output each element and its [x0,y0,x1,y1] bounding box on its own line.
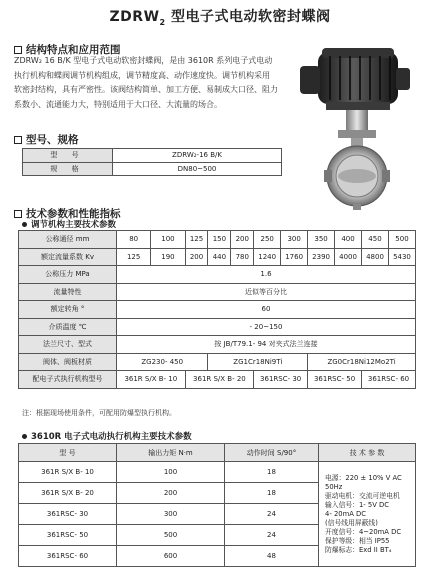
time-cell: 24 [225,504,319,525]
torque-cell: 300 [117,504,225,525]
table-cell: ZG1Cr18Ni9Ti [208,353,308,371]
table-cell: 按 JB/T79.1- 94 对夹式法兰连接 [117,336,416,354]
column-header: 输出力矩 N·m [117,444,225,462]
spec-line: 开度信号：4~20mA DC [325,527,402,536]
intro-line: ZDRW₂ 16 B/K 型电子式电动软密封蝶阀，是由 3610R 系列电子式电动 [14,56,273,65]
table-cell: 361R S/X B- 20 [185,371,254,389]
square-bullet-icon [14,136,22,144]
table-cell: 5430 [388,248,415,266]
row-label: 公称通径 mm [19,231,117,249]
table-cell: 2390 [308,248,335,266]
row-label: 阀体、阀板材质 [19,353,117,371]
torque-cell: 600 [117,546,225,567]
table-row [19,462,416,483]
regulating-params-heading: 调节机构主要技术参数 [22,218,116,230]
intro-line: 执行机构和蝶阀调节机构组成，调节精度高、动作速度快。调节机构采用 [14,70,270,80]
table-cell: 近似等百分比 [117,283,416,301]
butterfly-valve-image [290,38,430,210]
table-cell: 500 [388,231,415,249]
table-cell: 100 [151,231,185,249]
spec-value: DN80~500 [113,162,282,176]
spec-line: 4- 20mA DC [325,509,366,518]
time-cell: 24 [225,525,319,546]
intro-line: 软密封结构，具有严密性。该阀结构简单、加工方便、易制成大口径、阻力 [14,85,278,94]
model-spec-table [22,148,282,176]
table-cell: 350 [308,231,335,249]
column-header: 技 术 参 数 [319,444,416,462]
table-cell: 440 [208,248,231,266]
table-row [19,248,416,266]
table-row [19,353,416,371]
note-text: 注：根据现场使用条件，可配用防爆型执行机构。 [22,409,176,417]
table-cell: 361RSC- 30 [254,371,308,389]
model-cell: 361RSC- 50 [19,525,117,546]
square-bullet-icon [14,46,22,54]
table-cell: 60 [117,301,416,319]
table-cell: 200 [231,231,254,249]
table-row [19,266,416,284]
spec-line: 50Hz [325,482,343,491]
table-row [19,336,416,354]
table-cell: 1240 [254,248,281,266]
table-cell: 4000 [335,248,362,266]
table-cell: 250 [254,231,281,249]
model-label: 型 号 [23,149,113,163]
actuator-params-table [18,443,416,567]
table-cell: 361RSC- 60 [362,371,416,389]
table-cell: 1.6 [117,266,416,284]
spec-line: 电源：220 ± 10% V AC [325,473,402,482]
spec-line: 防爆标志：Exd II BT₄ [325,545,392,554]
table-cell: 80 [117,231,151,249]
row-label: 介质温度 ℃ [19,318,117,336]
table-cell: ZG230- 450 [117,353,208,371]
table-row [19,318,416,336]
table-cell: 200 [185,248,208,266]
time-cell: 18 [225,483,319,504]
model-cell: 361RSC- 30 [19,504,117,525]
table-cell: ZG0Cr18Ni12Mo2Ti [308,353,416,371]
model-value: ZDRW₂-16 B/K [113,149,282,163]
table-cell: 125 [117,248,151,266]
bullet-dot-icon [22,434,27,439]
square-bullet-icon [14,210,22,218]
table-header-row [19,444,416,462]
row-label: 额定转角 ° [19,301,117,319]
table-cell: - 20~150 [117,318,416,336]
table-cell: 190 [151,248,185,266]
table-cell: 4800 [362,248,389,266]
section-tech-heading: 技术参数和性能指标 [14,206,121,221]
model-cell: 361R S/X B- 20 [19,483,117,504]
bullet-dot-icon [22,222,27,227]
table-cell: 300 [281,231,308,249]
row-label: 额定流量系数 Kv [19,248,117,266]
row-label: 公称压力 MPa [19,266,117,284]
table-row [19,371,416,389]
row-label: 法兰尺寸、型式 [19,336,117,354]
intro-line: 系数小、流通能力大，特别适用于大口径、大流量的场合。 [14,99,222,109]
page-title: $ZDRW_2$ 型电子式电动软密封蝶阀 [109,9,331,27]
time-cell: 18 [225,462,319,483]
table-cell: 1760 [281,248,308,266]
time-cell: 48 [225,546,319,567]
model-cell: 361R S/X B- 10 [19,462,117,483]
table-cell: 400 [335,231,362,249]
actuator-params-heading: 3610R 电子式电动执行机构主要技术参数 [22,430,192,442]
table-row [19,283,416,301]
torque-cell: 500 [117,525,225,546]
tech-specs-cell [319,462,416,567]
spec-line: 输入信号：1- 5V DC [325,500,390,509]
table-cell: 361RSC- 50 [308,371,362,389]
table-cell: 450 [362,231,389,249]
column-header: 动作时间 S/90° [225,444,319,462]
model-cell: 361RSC- 60 [19,546,117,567]
spec-label: 规 格 [23,162,113,176]
spec-line: 保护等级：相当 IP55 [325,536,390,545]
torque-cell: 100 [117,462,225,483]
spec-line: (信号线用屏蔽线) [325,518,378,527]
regulating-params-table [18,230,416,389]
section-structure-heading: 结构特点和应用范围 [14,42,121,57]
table-cell: 150 [208,231,231,249]
torque-cell: 200 [117,483,225,504]
table-row [23,149,282,163]
table-cell: 125 [185,231,208,249]
table-cell: 361R S/X B- 10 [117,371,186,389]
table-row [19,301,416,319]
spec-line: 驱动电机：交流可逆电机 [325,491,400,500]
row-label: 配电子式执行机构型号 [19,371,117,389]
table-row [19,231,416,249]
table-row [23,162,282,176]
table-cell: 780 [231,248,254,266]
section-model-heading: 型号、规格 [14,132,79,147]
intro-paragraph [14,54,314,112]
column-header: 型 号 [19,444,117,462]
row-label: 流量特性 [19,283,117,301]
